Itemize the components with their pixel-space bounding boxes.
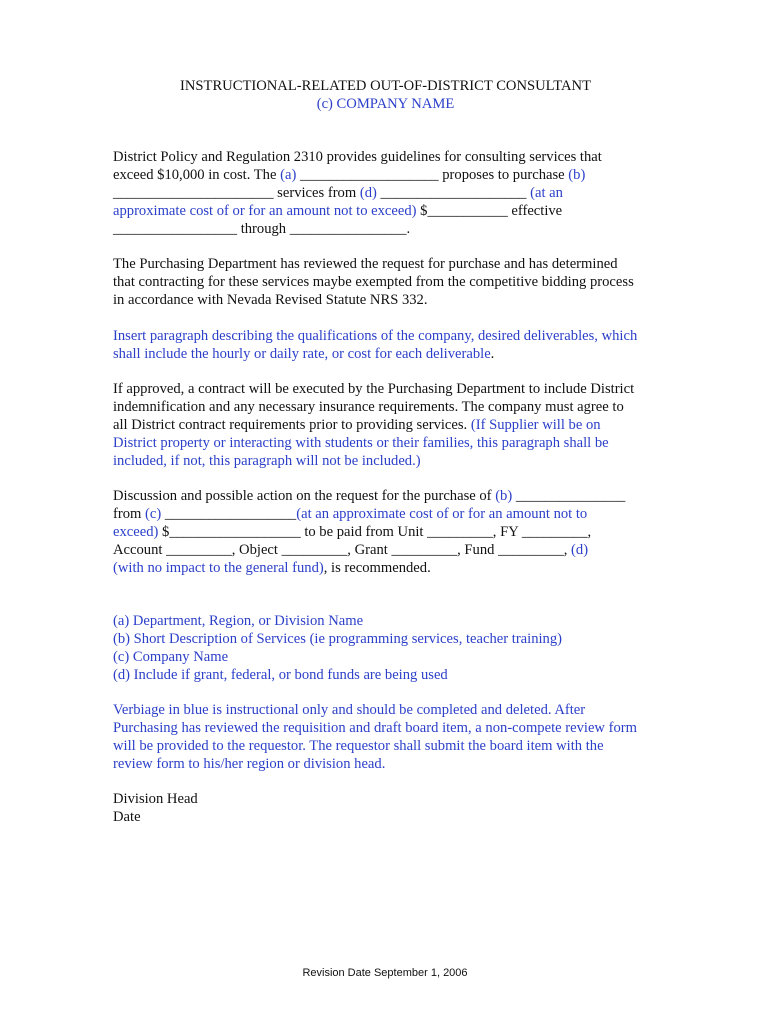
- text-segment: from: [113, 506, 146, 522]
- text-segment: ___________________ proposes to purchase: [296, 167, 569, 183]
- policy-line: District Policy and Regulation 2310 provides guidelines for consulting services that: [113, 149, 602, 165]
- placeholder-d: (d): [571, 542, 589, 558]
- placeholder-legend: [113, 612, 658, 684]
- contract-line: indemnification and any necessary insurance requirements. The company must agree to: [113, 399, 624, 415]
- division-head-label: Division Head: [113, 791, 198, 807]
- text-segment: __________________: [161, 506, 297, 522]
- legend-item-d: (d) Include if grant, federal, or bond funds are being used: [113, 667, 448, 683]
- legend-item-c: (c) Company Name: [113, 649, 229, 665]
- text-segment: , is recommended.: [323, 560, 431, 576]
- discussion-line: [113, 541, 658, 559]
- instruction-text: approximate cost of or for an amount not to exceed): [113, 203, 417, 219]
- title-company-name: (c) COMPANY NAME: [316, 96, 455, 112]
- placeholder-c: (c): [145, 506, 162, 522]
- policy-line: _________________ through ________________.: [113, 221, 411, 237]
- contract-line: [113, 416, 658, 434]
- date-label: Date: [113, 809, 141, 825]
- placeholder-a: (a): [280, 167, 297, 183]
- signature-block: [113, 790, 658, 826]
- instruction-line: Insert paragraph describing the qualifications of the company, desired deliverables, which: [113, 328, 638, 344]
- revision-date-footer: Revision Date September 1, 2006: [302, 967, 468, 979]
- review-line: in accordance with Nevada Revised Statute NRS 332.: [113, 292, 428, 308]
- policy-line: [113, 184, 658, 202]
- text-segment: ______________________ services from: [113, 185, 360, 201]
- text-segment: $___________ effective: [416, 203, 563, 219]
- instruction-note: [113, 701, 658, 773]
- instruction-text: (If Supplier will be on: [470, 417, 601, 433]
- text-segment: $__________________ to be paid from Unit _________, FY _________,: [158, 524, 592, 540]
- discussion-line: [113, 523, 658, 541]
- instruction-text: (with no impact to the general fund): [113, 560, 324, 576]
- paragraph-purchasing-review: [113, 255, 658, 309]
- text-segment: exceed $10,000 in cost. The: [113, 167, 281, 183]
- paragraph-discussion: [113, 487, 658, 577]
- paragraph-contract: [113, 380, 658, 470]
- placeholder-d: (d): [359, 185, 377, 201]
- placeholder-b: (b): [495, 488, 513, 504]
- legend-item-b: (b) Short Description of Services (ie programming services, teacher training): [113, 631, 563, 647]
- discussion-line: [113, 505, 658, 523]
- instruction-text: exceed): [113, 524, 159, 540]
- paragraph-insert-instruction: [113, 327, 658, 363]
- note-line: Verbiage in blue is instructional only and should be completed and deleted. After: [113, 702, 586, 718]
- text-segment: _______________: [512, 488, 626, 504]
- text-segment: ____________________: [376, 185, 531, 201]
- text-segment: Discussion and possible action on the request for the purchase of: [113, 488, 496, 504]
- note-line: review form to his/her region or division head.: [113, 756, 386, 772]
- legend-item-a: (a) Department, Region, or Division Name: [113, 613, 364, 629]
- text-segment: Account _________, Object _________, Grant _________, Fund _________,: [113, 542, 572, 558]
- instruction-text: (at an: [530, 185, 563, 201]
- policy-line: [113, 166, 658, 184]
- instruction-text: (at an approximate cost of or for an amount not to: [296, 506, 588, 522]
- text-segment: all District contract requirements prior to providing services.: [113, 417, 471, 433]
- paragraph-policy: [113, 148, 658, 238]
- instruction-line: [113, 345, 658, 363]
- document-title: [113, 77, 658, 113]
- discussion-line: [113, 559, 658, 577]
- title-line-1: INSTRUCTIONAL-RELATED OUT-OF-DISTRICT CONSULTANT: [180, 78, 591, 94]
- note-line: will be provided to the requestor. The requestor shall submit the board item with the: [113, 738, 604, 754]
- note-line: Purchasing has reviewed the requisition and draft board item, a non-compete review form: [113, 720, 637, 736]
- text-segment: .: [490, 346, 495, 362]
- instruction-text: shall include the hourly or daily rate, or cost for each deliverable: [113, 346, 491, 362]
- contract-line: If approved, a contract will be executed by the Purchasing Department to include District: [113, 381, 635, 397]
- discussion-line: [113, 487, 658, 505]
- review-line: The Purchasing Department has reviewed the request for purchase and has determined: [113, 256, 618, 272]
- contract-line: District property or interacting with students or their families, this paragraph shall be: [113, 435, 609, 451]
- placeholder-b: (b): [568, 167, 586, 183]
- contract-line: included, if not, this paragraph will not be included.): [113, 453, 421, 469]
- policy-line: [113, 202, 658, 220]
- review-line: that contracting for these services maybe exempted from the competitive bidding process: [113, 274, 634, 290]
